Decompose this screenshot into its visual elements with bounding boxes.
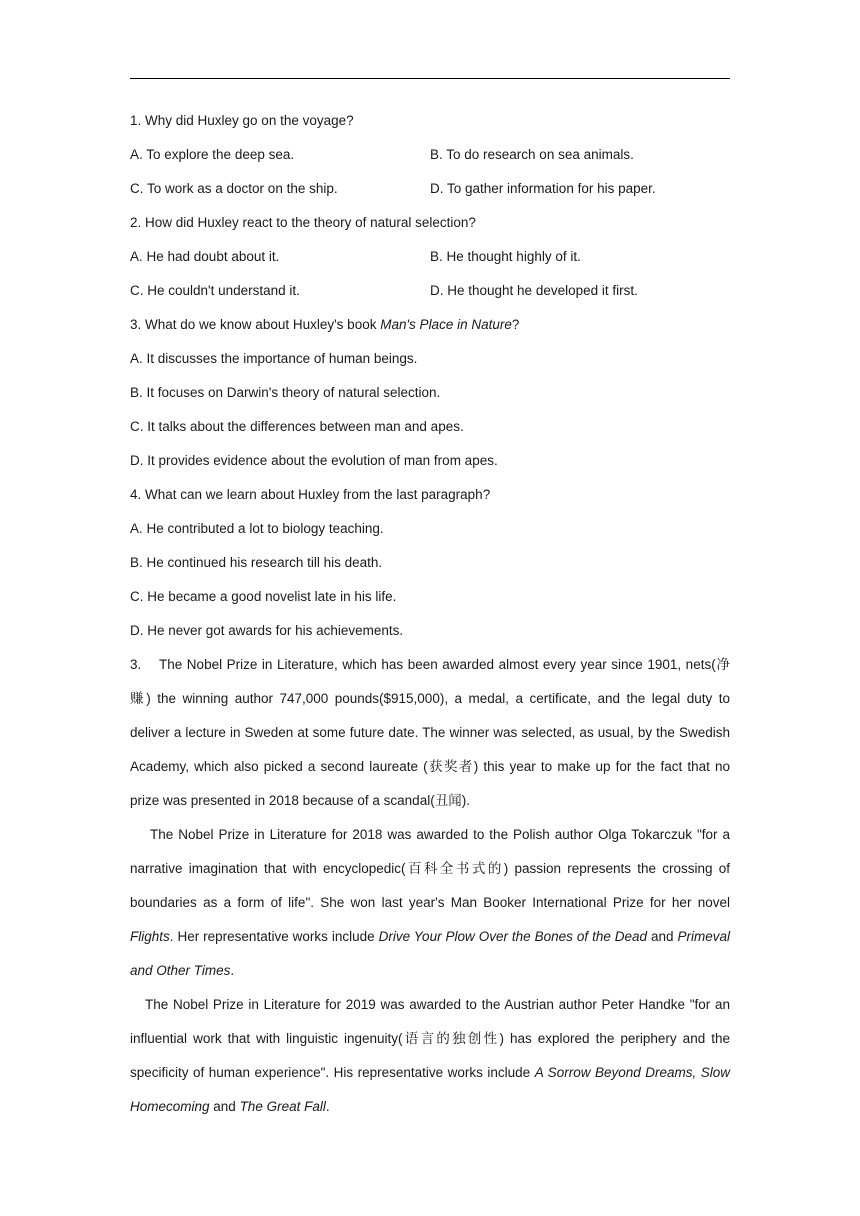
text: . [325, 1099, 330, 1114]
book-title: Flights [130, 929, 170, 944]
question-1-stem: 1. Why did Huxley go on the voyage? [130, 113, 354, 128]
option-c: C. He became a good novelist late in his life. [130, 589, 397, 604]
book-title: The Great Fall [239, 1099, 326, 1114]
text: The Nobel Prize in Literature for 2018 was awarded to the Polish author Olga Tokarczuk "for a narrative imagination that with encyclopedic( [130, 827, 730, 876]
question-1-options-row-1 [130, 138, 730, 172]
text: ) the winning author 747,000 pounds($915,000), a medal, a certificate, and the legal duty to deliver a lecture in Sweden at some future date. The winner was selected, as usual, by the Swedish Academy, which also picked a second laureate ( [130, 691, 731, 774]
question-2-stem: 2. How did Huxley react to the theory of natural selection? [130, 215, 476, 230]
option-b: B. He continued his research till his death. [130, 555, 383, 570]
option-b: B. It focuses on Darwin's theory of natural selection. [130, 385, 441, 400]
question-1-options-row-2 [130, 172, 730, 206]
text: and [647, 929, 678, 944]
option-d: D. He never got awards for his achievements. [130, 623, 404, 638]
option-a: A. He contributed a lot to biology teaching. [130, 521, 384, 536]
text: ) has explored the periphery and the specificity of human experience". His representative works include [130, 1031, 730, 1080]
passage-paragraph-2 [130, 818, 730, 988]
option-c: C. It talks about the differences between man and apes. [130, 419, 464, 434]
question-3-stem-text: 3. What do we know about Huxley's book [130, 317, 381, 332]
question-3-stem [130, 308, 730, 342]
question-4-stem: 4. What can we learn about Huxley from the last paragraph? [130, 487, 491, 502]
option-d: D. He thought he developed it first. [430, 283, 638, 298]
gloss: 获奖者 [427, 759, 474, 775]
question-2-options-row-1 [130, 240, 730, 274]
book-title: Drive Your Plow Over the Bones of the Dead [378, 929, 648, 944]
gloss: 净赚 [130, 657, 730, 707]
text: ) passion represents the crossing of boundaries as a form of life". She won last year's Man Booker International Prize for her novel [130, 861, 730, 910]
gloss: 百科全书式的 [405, 861, 504, 877]
document-body [130, 104, 730, 1124]
text: ) this year to make up for the fact that no prize was presented in 2018 because of a scandal( [130, 759, 731, 808]
text: and [209, 1099, 240, 1114]
header-rule [130, 78, 730, 79]
option-d: D. It provides evidence about the evolution of man from apes. [130, 453, 498, 468]
option-b: B. To do research on sea animals. [430, 147, 634, 162]
passage-number: 3. [130, 657, 142, 672]
option-a: A. To explore the deep sea. [130, 147, 295, 162]
question-3-stem-end: ? [511, 317, 520, 332]
text: ). [461, 793, 470, 808]
book-title: Man's Place in Nature [380, 317, 512, 332]
book-title: Primeval and Other Times [130, 929, 730, 978]
option-c: C. He couldn't understand it. [130, 283, 300, 298]
passage-paragraph-3 [130, 988, 730, 1124]
passage-paragraph-1 [130, 648, 730, 818]
text: The Nobel Prize in Literature, which has been awarded almost every year since 1901, nets( [159, 657, 716, 672]
option-b: B. He thought highly of it. [430, 249, 581, 264]
text: . [230, 963, 235, 978]
option-a: A. It discusses the importance of human beings. [130, 351, 418, 366]
text: . Her representative works include [169, 929, 379, 944]
question-2-options-row-2 [130, 274, 730, 308]
option-d: D. To gather information for his paper. [430, 181, 656, 196]
option-c: C. To work as a doctor on the ship. [130, 181, 338, 196]
gloss: 丑闻 [434, 793, 462, 809]
book-title: A Sorrow Beyond Dreams, Slow Homecoming [130, 1065, 730, 1114]
gloss: 语言的独创性 [402, 1031, 500, 1047]
text: The Nobel Prize in Literature for 2019 was awarded to the Austrian author Peter Handke "for an influential work that with linguistic ingenuity( [130, 997, 730, 1046]
option-a: A. He had doubt about it. [130, 249, 280, 264]
